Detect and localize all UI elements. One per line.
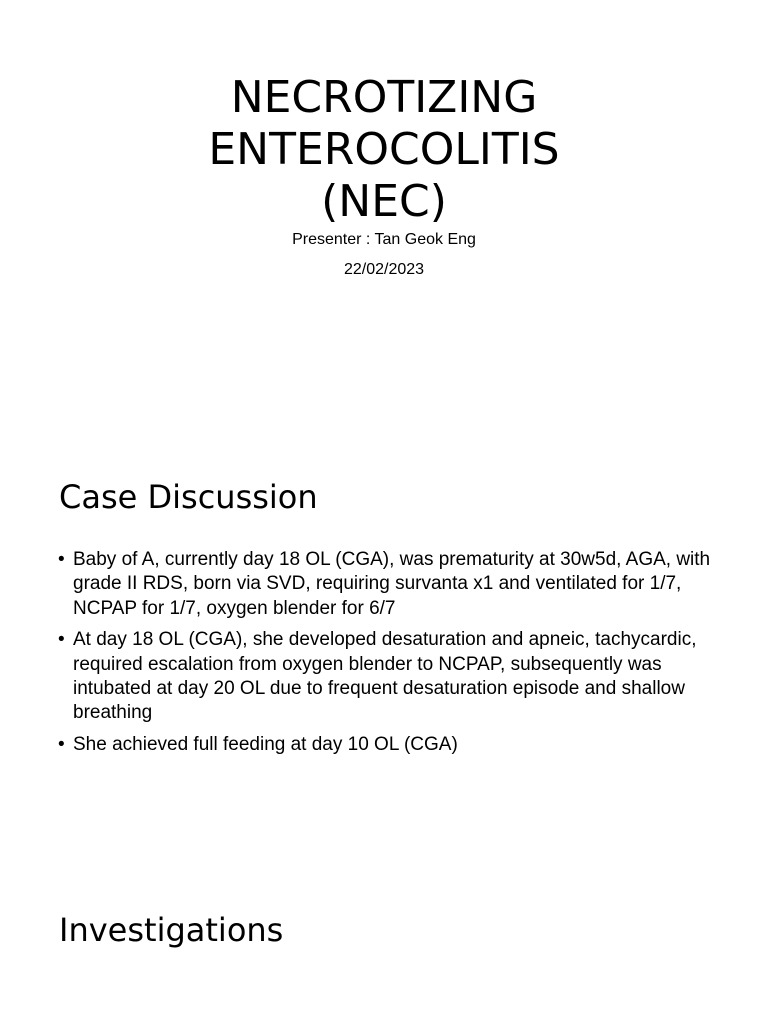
bullet-text: Baby of A, currently day 18 OL (CGA), was prematurity at 30w5d, AGA, with grade II RDS, born via SVD, requiring survanta x1 and ventilated for 1/7, NCPAP for 1/7, oxygen blender for 6/7 [73, 549, 711, 619]
date-text: 22/02/2023 [343, 261, 425, 278]
slide-title [0, 72, 768, 228]
presenter-text: Presenter : Tan Geok Eng [292, 231, 476, 248]
bullet-icon: • [58, 629, 65, 651]
list-item [58, 628, 728, 726]
bullet-text: She achieved full feeding at day 10 OL (CGA) [73, 733, 458, 755]
case-discussion-heading: Case Discussion [59, 478, 318, 516]
title-line: ENTEROCOLITIS [208, 124, 560, 175]
bullet-text: At day 18 OL (CGA), she developed desaturation and apneic, tachycardic, required escalation from oxygen blender to NCPAP, subsequently was intubated at day 20 OL due to frequent desaturation episode and shallow breathing [73, 629, 697, 724]
bullet-icon: • [58, 549, 65, 570]
title-line: (NEC) [321, 176, 447, 227]
title-line: NECROTIZING [230, 72, 538, 123]
list-item [58, 733, 728, 757]
case-bullet-list [58, 548, 728, 764]
list-item [58, 548, 728, 621]
bullet-icon: • [58, 733, 65, 755]
investigations-heading: Investigations [59, 911, 284, 949]
